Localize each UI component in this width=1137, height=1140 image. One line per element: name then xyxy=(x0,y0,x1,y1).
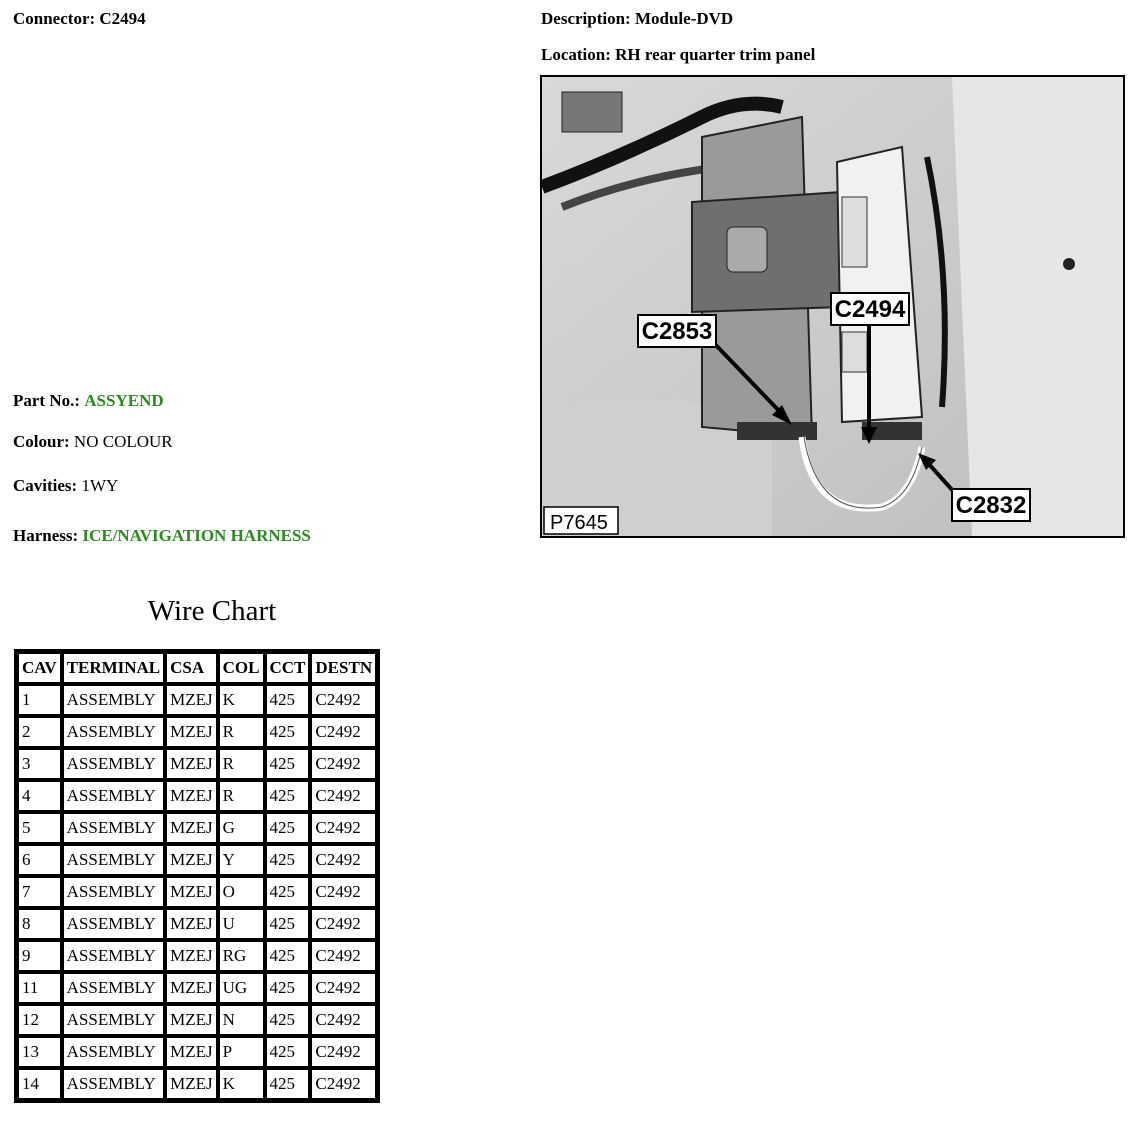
cell-col: P xyxy=(218,1036,265,1068)
cell-destn: C2492 xyxy=(310,812,377,844)
wire-chart-body xyxy=(17,684,377,1100)
harness-field xyxy=(13,526,311,546)
cell-cct: 425 xyxy=(265,716,311,748)
table-row xyxy=(17,972,377,1004)
cell-destn: C2492 xyxy=(310,684,377,716)
cell-cct: 425 xyxy=(265,1068,311,1100)
wire-chart-title: Wire Chart xyxy=(147,595,277,627)
table-row xyxy=(17,876,377,908)
side-panel xyxy=(952,77,1123,536)
table-row xyxy=(17,780,377,812)
cell-col: K xyxy=(218,1068,265,1100)
cell-csa: MZEJ xyxy=(165,780,218,812)
connector-value: C2494 xyxy=(99,9,146,28)
cell-destn: C2492 xyxy=(310,940,377,972)
cell-destn: C2492 xyxy=(310,972,377,1004)
bracket-cutout xyxy=(727,227,767,272)
location-photo xyxy=(540,75,1125,538)
location-label: Location: xyxy=(541,45,611,64)
cell-cav: 12 xyxy=(17,1004,62,1036)
cell-destn: C2492 xyxy=(310,844,377,876)
cell-cct: 425 xyxy=(265,876,311,908)
cell-cct: 425 xyxy=(265,1036,311,1068)
cell-col: K xyxy=(218,684,265,716)
cell-terminal: ASSEMBLY xyxy=(62,940,166,972)
cell-col: Y xyxy=(218,844,265,876)
cell-cav: 3 xyxy=(17,748,62,780)
cell-cct: 425 xyxy=(265,780,311,812)
cell-cct: 425 xyxy=(265,748,311,780)
cell-col: N xyxy=(218,1004,265,1036)
cell-destn: C2492 xyxy=(310,780,377,812)
table-row xyxy=(17,908,377,940)
photo-code: P7645 xyxy=(550,512,608,534)
wire-chart-table xyxy=(14,649,380,1103)
cell-terminal: ASSEMBLY xyxy=(62,908,166,940)
cell-destn: C2492 xyxy=(310,1004,377,1036)
connector-field xyxy=(13,9,146,29)
connector-label: Connector: xyxy=(13,9,96,28)
cell-terminal: ASSEMBLY xyxy=(62,780,166,812)
table-row xyxy=(17,1004,377,1036)
cell-cav: 4 xyxy=(17,780,62,812)
bracket xyxy=(562,92,622,132)
cell-terminal: ASSEMBLY xyxy=(62,972,166,1004)
part-no-field xyxy=(13,391,164,411)
cell-csa: MZEJ xyxy=(165,716,218,748)
cell-csa: MZEJ xyxy=(165,684,218,716)
cell-csa: MZEJ xyxy=(165,972,218,1004)
cavities-label: Cavities: xyxy=(13,476,78,495)
cell-csa: MZEJ xyxy=(165,940,218,972)
callout-c2853: C2853 xyxy=(641,318,713,345)
location-photo-illustration xyxy=(542,77,1123,536)
cell-cav: 14 xyxy=(17,1068,62,1100)
cell-csa: MZEJ xyxy=(165,1068,218,1100)
cell-cav: 11 xyxy=(17,972,62,1004)
cell-destn: C2492 xyxy=(310,748,377,780)
description-value: Module-DVD xyxy=(634,9,734,28)
header-cav: CAV xyxy=(17,652,62,684)
description-field xyxy=(541,9,733,29)
location-value: RH rear quarter trim panel xyxy=(615,45,816,64)
location-field xyxy=(541,45,815,65)
table-row xyxy=(17,1036,377,1068)
header-terminal: TERMINAL xyxy=(62,652,166,684)
cell-csa: MZEJ xyxy=(165,1036,218,1068)
cell-terminal: ASSEMBLY xyxy=(62,1036,166,1068)
cell-cav: 7 xyxy=(17,876,62,908)
table-row xyxy=(17,812,377,844)
cell-csa: MZEJ xyxy=(165,844,218,876)
callout-c2832: C2832 xyxy=(955,492,1027,519)
cell-destn: C2492 xyxy=(310,716,377,748)
cell-cav: 5 xyxy=(17,812,62,844)
part-no-value: ASSYEND xyxy=(84,391,164,410)
cell-cct: 425 xyxy=(265,684,311,716)
table-row xyxy=(17,1068,377,1100)
table-row xyxy=(17,716,377,748)
cell-terminal: ASSEMBLY xyxy=(62,1068,166,1100)
cell-cct: 425 xyxy=(265,812,311,844)
colour-field xyxy=(13,432,173,452)
cell-terminal: ASSEMBLY xyxy=(62,844,166,876)
harness-label: Harness: xyxy=(13,526,79,545)
cell-terminal: ASSEMBLY xyxy=(62,1004,166,1036)
dvd-connector-socket xyxy=(842,197,867,267)
cell-csa: MZEJ xyxy=(165,876,218,908)
cell-terminal: ASSEMBLY xyxy=(62,748,166,780)
cell-col: UG xyxy=(218,972,265,1004)
cell-col: O xyxy=(218,876,265,908)
cell-destn: C2492 xyxy=(310,876,377,908)
cell-destn: C2492 xyxy=(310,1036,377,1068)
cell-csa: MZEJ xyxy=(165,748,218,780)
dvd-connector-socket-2 xyxy=(842,332,867,372)
cell-terminal: ASSEMBLY xyxy=(62,876,166,908)
cavities-value: 1WY xyxy=(81,476,119,495)
cell-csa: MZEJ xyxy=(165,812,218,844)
colour-label: Colour: xyxy=(13,432,70,451)
wire-chart-header-row xyxy=(17,652,377,684)
table-row xyxy=(17,684,377,716)
colour-value: NO COLOUR xyxy=(73,432,173,451)
header-csa: CSA xyxy=(165,652,218,684)
cell-cav: 1 xyxy=(17,684,62,716)
cell-destn: C2492 xyxy=(310,1068,377,1100)
cavities-field xyxy=(13,476,118,496)
cell-cct: 425 xyxy=(265,1004,311,1036)
cell-terminal: ASSEMBLY xyxy=(62,716,166,748)
header-cct: CCT xyxy=(265,652,311,684)
cell-col: R xyxy=(218,716,265,748)
table-row xyxy=(17,940,377,972)
cell-cav: 2 xyxy=(17,716,62,748)
cell-col: U xyxy=(218,908,265,940)
cell-cct: 425 xyxy=(265,844,311,876)
cell-cav: 9 xyxy=(17,940,62,972)
cell-cav: 13 xyxy=(17,1036,62,1068)
cell-csa: MZEJ xyxy=(165,1004,218,1036)
cell-csa: MZEJ xyxy=(165,908,218,940)
cell-cav: 8 xyxy=(17,908,62,940)
cell-cct: 425 xyxy=(265,940,311,972)
cell-col: G xyxy=(218,812,265,844)
cell-terminal: ASSEMBLY xyxy=(62,812,166,844)
table-row xyxy=(17,748,377,780)
part-no-label: Part No.: xyxy=(13,391,81,410)
callout-c2494: C2494 xyxy=(834,296,906,323)
table-row xyxy=(17,844,377,876)
header-col: COL xyxy=(218,652,265,684)
panel-hole xyxy=(1063,258,1075,270)
cell-cct: 425 xyxy=(265,972,311,1004)
cell-terminal: ASSEMBLY xyxy=(62,684,166,716)
harness-value: ICE/NAVIGATION HARNESS xyxy=(82,526,311,545)
header-destn: DESTN xyxy=(310,652,377,684)
cell-cav: 6 xyxy=(17,844,62,876)
description-label: Description: xyxy=(541,9,631,28)
cell-col: R xyxy=(218,780,265,812)
cell-col: R xyxy=(218,748,265,780)
cell-col: RG xyxy=(218,940,265,972)
cell-cct: 425 xyxy=(265,908,311,940)
cell-destn: C2492 xyxy=(310,908,377,940)
